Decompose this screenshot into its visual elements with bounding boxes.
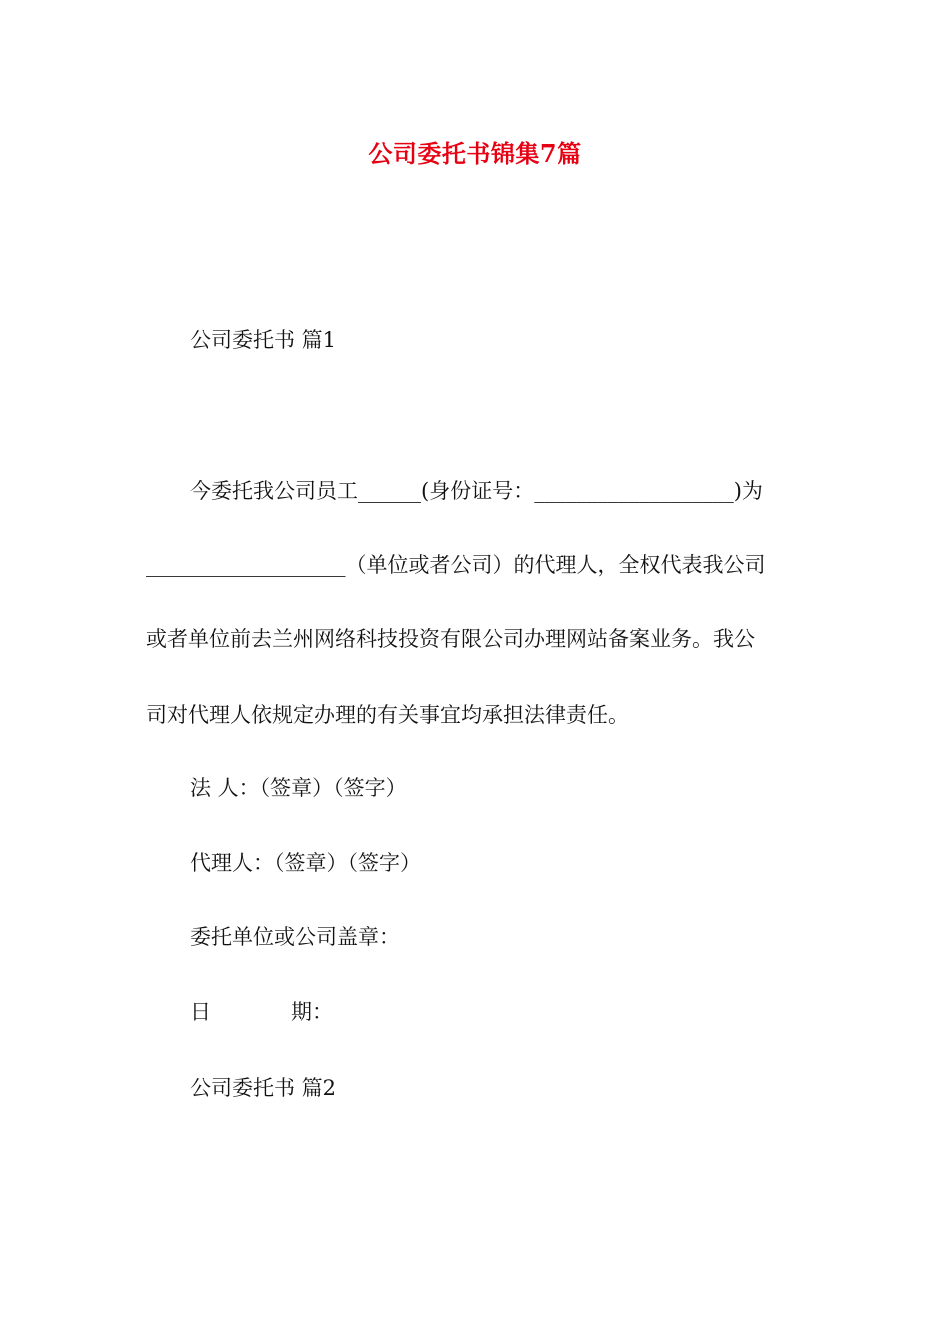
date-label-left: 日 (190, 1000, 211, 1024)
paragraph-line-1: 今委托我公司员工______(身份证号：___________________)为 (190, 479, 763, 503)
paragraph-line-3: 或者单位前去兰州网络科技投资有限公司办理网站备案业务。我公 (146, 627, 755, 651)
legal-person-signature-line: 法 人：（签章）（签字） (190, 776, 407, 800)
paragraph-line-2: ___________________（单位或者公司）的代理人，全权代表我公司 (146, 553, 766, 577)
date-line (190, 997, 333, 1027)
document-title: 公司委托书锦集7篇 (368, 139, 582, 168)
date-label-right: 期： (291, 1000, 333, 1024)
agent-signature-line: 代理人：（签章）（签字） (190, 851, 421, 875)
paragraph-line-4: 司对代理人依规定办理的有关事宜均承担法律责任。 (146, 703, 629, 727)
section-1-heading: 公司委托书 篇1 (190, 328, 337, 352)
company-seal-line: 委托单位或公司盖章： (190, 925, 400, 949)
section-2-heading: 公司委托书 篇2 (190, 1076, 337, 1100)
